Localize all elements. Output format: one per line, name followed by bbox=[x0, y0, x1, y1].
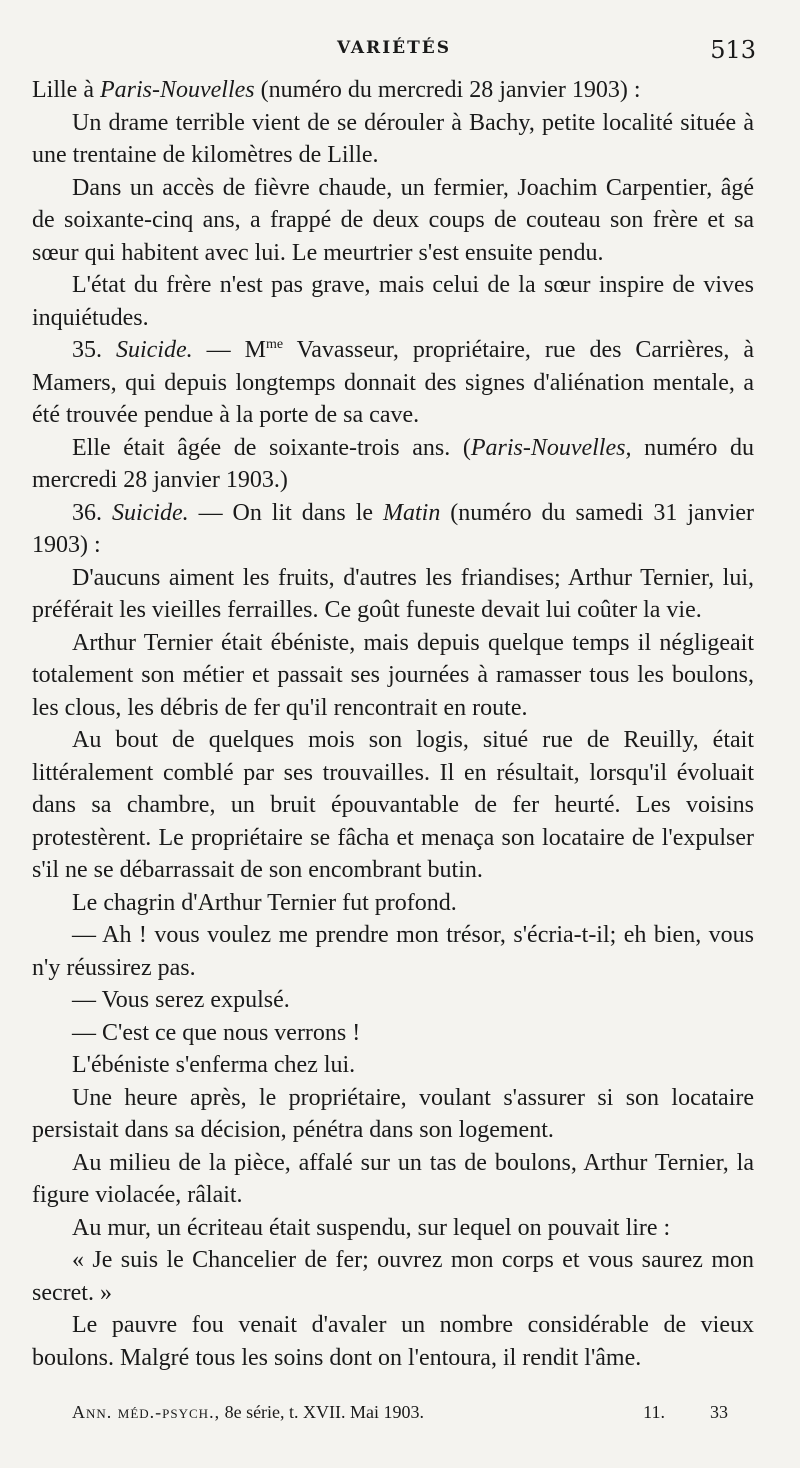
text-run: Elle était âgée de soixante-trois ans. ( bbox=[72, 434, 471, 461]
paragraph: Arthur Ternier était ébéniste, mais depuis quelque temps il négligeait totalement son métier et passait ses journées à ramasser tous les boulons, les clous, les débris de fer qu'il rencontrait en route. bbox=[32, 629, 754, 721]
footer-citation bbox=[72, 1402, 424, 1423]
dialogue-line: — Vous serez expulsé. bbox=[72, 987, 290, 1013]
paragraph: D'aucuns aiment les fruits, d'autres les friandises; Arthur Ternier, lui, préférait les vieilles ferrailles. Ce goût funeste devait lui coûter la vie. bbox=[32, 564, 754, 623]
text-run: (numéro du mercredi 28 janvier 1903) : bbox=[254, 77, 641, 103]
paragraph: L'ébéniste s'enferma chez lui. bbox=[72, 1052, 356, 1078]
source-title: Paris-Nouvelles bbox=[99, 77, 255, 103]
text-run: — On lit dans le bbox=[188, 499, 383, 526]
dialogue-line: — C'est ce que nous verrons ! bbox=[72, 1019, 361, 1046]
running-title: VARIÉTÉS bbox=[337, 38, 451, 58]
dialogue-line: — Ah ! vous voulez me prendre mon trésor, s'écria-t-il; eh bien, vous n'y réussirez pas. bbox=[32, 922, 754, 981]
superscript: me bbox=[265, 337, 284, 352]
quotation: « Je suis le Chancelier de fer; ouvrez mon corps et vous saurez mon secret. » bbox=[32, 1247, 754, 1306]
body-text bbox=[32, 74, 754, 1374]
case-35 bbox=[32, 334, 754, 432]
text-run: Lille à bbox=[32, 77, 100, 103]
case-36 bbox=[32, 497, 754, 562]
paragraph: Au bout de quelques mois son logis, situé rue de Reuilly, était littéralement comblé par ses trouvailles. Il en résultait, lorsqu'il évoluait dans sa chambre, un bruit épouvantable de fer heurté. Les voisins protestèrent. Le propriétaire se fâcha et menaça son locataire de l'expulser s'il ne se débarrassait de son encombrant butin. bbox=[32, 727, 754, 883]
footer bbox=[72, 1402, 728, 1432]
paragraph: Dans un accès de fièvre chaude, un fermier, Joachim Carpentier, âgé de soixante-cinq ans, a frappé de deux coups de couteau son frère et sa sœur qui habitent avec lui. Le meurtrier s'est ensuite pendu. bbox=[32, 174, 754, 266]
paragraph: Au mur, un écriteau était suspendu, sur lequel on pouvait lire : bbox=[72, 1214, 671, 1241]
text-run: Vavasseur, propriétaire, rue des Carrières, à Mamers, qui depuis longtemps donnait des signes d'aliénation mentale, a été trouvée pendue à la porte de sa cave. bbox=[32, 337, 755, 428]
text-run: (numéro du samedi 31 janvier 1903) : bbox=[32, 499, 755, 558]
paragraph bbox=[32, 74, 754, 107]
sheet-number: 11. bbox=[643, 1402, 665, 1422]
paragraph: Une heure après, le propriétaire, voulant s'assurer si son locataire persistait dans sa décision, pénétra dans son logement. bbox=[32, 1084, 754, 1143]
source-title: Matin bbox=[382, 499, 441, 526]
paragraph: Au milieu de la pièce, affalé sur un tas de boulons, Arthur Ternier, la figure violacée, râlait. bbox=[32, 1149, 754, 1208]
text-run: numéro du mercredi 28 janvier 1903.) bbox=[32, 434, 754, 493]
running-header bbox=[32, 30, 756, 70]
paragraph: L'état du frère n'est pas grave, mais celui de la sœur inspire de vives inquiétudes. bbox=[32, 272, 754, 331]
case-number: 36. bbox=[72, 499, 112, 526]
signature-number: 33 bbox=[710, 1402, 728, 1422]
paragraph: Un drame terrible vient de se dérouler à Bachy, petite localité située à une trentaine de kilomètres de Lille. bbox=[32, 109, 754, 168]
case-title: Suicide. bbox=[111, 499, 189, 526]
case-title: Suicide. bbox=[115, 337, 193, 363]
journal-name: Ann. méd.-psych., bbox=[72, 1402, 221, 1422]
footer-signature bbox=[643, 1402, 728, 1423]
case-number: 35. bbox=[72, 337, 116, 363]
page-number: 513 bbox=[710, 36, 756, 64]
source-title: Paris-Nouvelles, bbox=[470, 434, 632, 461]
text-run: — M bbox=[192, 337, 266, 363]
paragraph: Le pauvre fou venait d'avaler un nombre considérable de vieux boulons. Malgré tous les soins dont on l'entoura, il rendit l'âme. bbox=[32, 1312, 754, 1371]
paragraph bbox=[32, 432, 754, 497]
paragraph: Le chagrin d'Arthur Ternier fut profond. bbox=[72, 889, 457, 916]
journal-series: 8e série, t. XVII. Mai 1903. bbox=[224, 1402, 425, 1422]
